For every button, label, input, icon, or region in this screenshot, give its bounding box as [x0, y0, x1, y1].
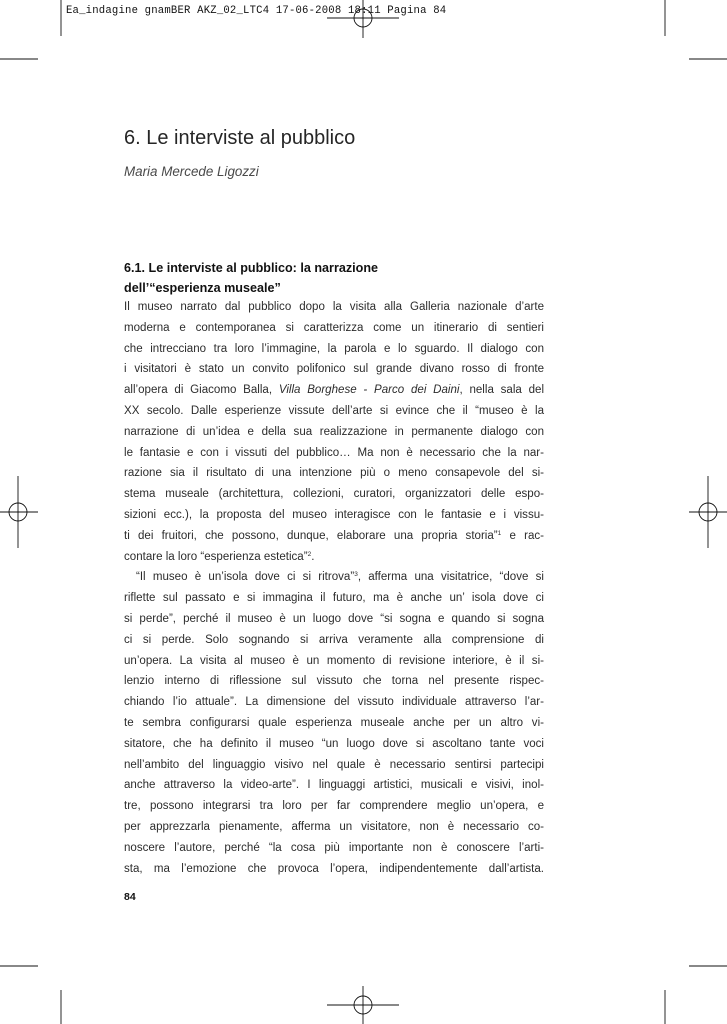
body-line: Il museo narrato dal pubblico dopo la visita alla Galleria nazionale d’arte: [124, 301, 544, 313]
body-line: le fantasie e con i vissuti del pubblico… Ma non è necessario che la nar-: [124, 446, 544, 459]
body-line: narrazione di un’idea e della sua realizzazione in permanente dialogo con: [124, 425, 544, 438]
body-line: lenzio interno di riflessione sul vissuto che torna nel presente rispec-: [124, 675, 544, 688]
author-name: Maria Mercede Ligozzi: [124, 164, 259, 179]
body-text-span: contare la loro “esperienza estetica”: [124, 550, 308, 563]
body-line: moderna e contemporanea si caratterizza come un itinerario di sentieri: [124, 321, 544, 334]
section-title-line: 6.1. Le interviste al pubblico: la narrazione: [124, 261, 379, 275]
body-text-span: .: [311, 550, 315, 563]
body-line: razione sia il risultato di una intenzione più o meno consapevole del si-: [124, 467, 544, 480]
body-line: nell’ambito del linguaggio visivo nel quale è necessario sentirsi partecipi: [124, 758, 544, 771]
print-slug-line: Ea_indagine gnamBER AKZ_02_LTC4 17-06-2008 18:11 Pagina 84: [66, 5, 447, 17]
body-line: riflette sul passato e si immagina il futuro, ma è anche un’ isola dove ci: [124, 592, 544, 605]
footnote-ref: 2: [307, 550, 312, 558]
chapter-title: 6. Le interviste al pubblico: [124, 127, 356, 149]
body-line: [124, 380, 544, 401]
body-line: [124, 567, 544, 588]
body-line: un’opera. La visita al museo è un momento di revisione interiore, è il si-: [124, 654, 544, 667]
body-text-span: e rac-: [501, 529, 544, 542]
body-line: anche attraverso la video-arte”. I linguaggi artistici, musicali e visivi, inol-: [124, 779, 544, 792]
body-line: che intrecciano tra loro l’immagine, la parola e lo sguardo. Il dialogo con: [124, 342, 544, 355]
registration-mark-icon: [0, 476, 38, 548]
body-line: XX secolo. Dalle esperienze vissute dell’arte si evince che il “museo è la: [124, 404, 544, 417]
body-line: sta, ma l’emozione che provoca l’opera, indipendentemente dall’artista.: [124, 862, 544, 875]
body-line: ci si perde. Solo sognando si arriva veramente alla comprensione di: [124, 633, 544, 646]
body-line: [124, 547, 544, 568]
footnote-ref: 3: [354, 571, 358, 579]
page-number: 84: [124, 891, 136, 903]
artwork-title: Villa Borghese - Parco dei Daini: [278, 384, 460, 397]
body-text-span: , nella sala del: [459, 384, 545, 397]
body-line: noscere l’autore, perché “la cosa più importante non è conoscere l’arti-: [124, 841, 544, 854]
body-line: sizioni ecc.), la proposta del museo interagisce con le fantasie e i vissu-: [124, 508, 544, 521]
body-line: sitatore, che ha definito il museo “un luogo dove si ascoltano tante voci: [124, 737, 544, 750]
body-text-span: ti dei fruitori, che possono, dunque, elaborare una propria storia”: [124, 529, 498, 542]
body-line: per apprezzarla pienamente, afferma un visitatore, non è necessario co-: [124, 820, 544, 833]
body-line: te sembra configurarsi quale esperienza museale anche per un altro vi-: [124, 716, 544, 729]
body-line: si perde”, perché il museo è un luogo dove “si sogna e quando si sogna: [124, 612, 544, 625]
body-line: chiando l’io attuale”. La dimensione del vissuto individuale attraverso l’ar-: [124, 696, 544, 709]
body-text-span: “Il museo è un’isola dove ci si ritrova”: [136, 571, 355, 584]
registration-mark-icon: [689, 476, 727, 548]
body-line: tre, possono integrarsi tra loro per far comprendere meglio un’opera, e: [124, 800, 544, 813]
registration-mark-icon: [327, 986, 399, 1024]
body-text-span: all’opera di Giacomo Balla,: [124, 384, 279, 397]
section-title: [124, 259, 378, 298]
footnote-ref: 1: [497, 529, 502, 537]
body-line: i visitatori è stato un convito polifonico sul grande divano rosso di fronte: [124, 363, 544, 376]
body-line: [124, 526, 544, 547]
body-text: [124, 297, 544, 879]
body-line: stema museale (architettura, collezioni, curatori, organizzatori delle espo-: [124, 488, 544, 501]
section-title-line: dell’“esperienza museale”: [124, 280, 281, 295]
body-text-span: , afferma una visitatrice, “dove si: [357, 571, 544, 584]
